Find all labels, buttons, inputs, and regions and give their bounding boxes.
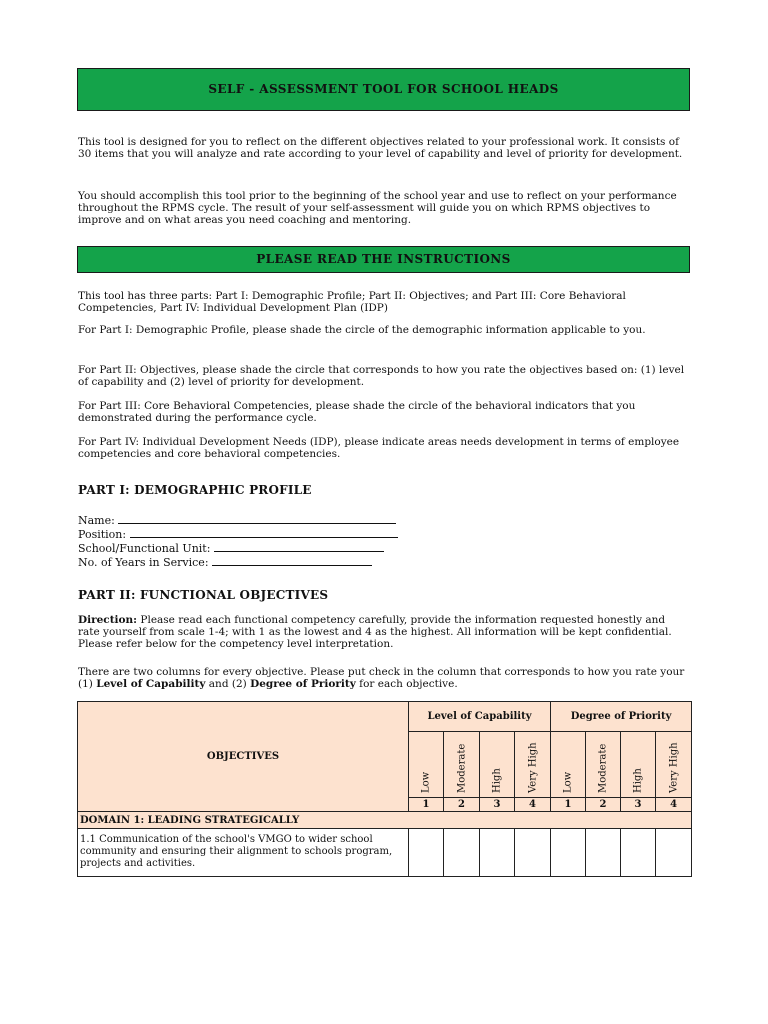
rating-cell-priority-3[interactable]	[621, 829, 656, 877]
school-unit-field[interactable]	[78, 541, 384, 555]
priority-moderate-header	[586, 732, 621, 798]
direction-paragraph	[78, 614, 690, 651]
years-service-field[interactable]	[78, 555, 372, 569]
scale-label: Very High	[668, 742, 680, 793]
objectives-header: OBJECTIVES	[78, 702, 409, 812]
scale-label: High	[632, 768, 644, 793]
capability-header: Level of Capability	[409, 702, 551, 732]
years-service-label: No. of Years in Service:	[78, 556, 209, 569]
instructions-paragraph-4: For Part III: Core Behavioral Competencies, please shade the circle of the behavioral indicators that you demonstrated during the performance cycle.	[78, 400, 636, 425]
scale-label: Very High	[527, 742, 539, 793]
intro-paragraph-2: You should accomplish this tool prior to the beginning of the school year and use to reflect on your performance throughout the RPMS cycle. The result of your self-assessment will guide you on which RPMS objectives to improve and on what areas you need coaching and mentoring.	[78, 190, 677, 227]
rating-cell-priority-4[interactable]	[656, 829, 692, 877]
rating-cell-capability-4[interactable]	[515, 829, 551, 877]
instructions-paragraph-1: This tool has three parts: Part I: Demographic Profile; Part II: Objectives; and Part III: Core Behavioral Competencies, Part IV: Individual Development Plan (IDP)	[78, 290, 626, 315]
scale-label: Moderate	[456, 743, 467, 793]
objectives-table	[77, 701, 692, 877]
name-line[interactable]	[118, 513, 396, 524]
columns-text-c: and (2)	[205, 678, 251, 691]
capability-high-header	[480, 732, 515, 798]
part2-heading: PART II: FUNCTIONAL OBJECTIVES	[78, 588, 329, 602]
direction-text: Please read each functional competency carefully, provide the information requested honestly and rate yourself from scale 1-4; with 1 as the lowest and 4 as the highest. All information will be kept confidential. Please refer below for the competency level interpretation.	[78, 614, 672, 651]
instructions-banner: PLEASE READ THE INSTRUCTIONS	[77, 246, 690, 273]
priority-low-header	[551, 732, 586, 798]
capability-low-header	[409, 732, 444, 798]
name-label: Name:	[78, 514, 115, 527]
columns-text-a: There are two columns for every objective. Please put check in the column that corresponds to how you rate your (1)	[78, 666, 685, 691]
scale-number: 3	[621, 798, 656, 812]
scale-number: 4	[515, 798, 551, 812]
scale-label: Low	[562, 771, 574, 793]
columns-text-priority: Degree of Priority	[250, 678, 356, 691]
instructions-paragraph-5: For Part IV: Individual Development Needs (IDP), please indicate areas needs development in terms of employee competencies and core behavioral competencies.	[78, 436, 680, 461]
instructions-paragraph-3: For Part II: Objectives, please shade the circle that corresponds to how you rate the objectives based on: (1) level of capability and (2) level of priority for development.	[78, 364, 685, 389]
position-label: Position:	[78, 528, 127, 541]
intro-paragraph-1: This tool is designed for you to reflect on the different objectives related to your professional work. It consists of 30 items that you will analyze and rate according to your level of capability and level of priority for development.	[78, 136, 683, 161]
priority-header: Degree of Priority	[551, 702, 692, 732]
columns-text-e: for each objective.	[355, 678, 458, 691]
scale-number: 1	[409, 798, 444, 812]
rating-cell-priority-1[interactable]	[551, 829, 586, 877]
objective-1-1: 1.1 Communication of the school's VMGO to wider school community and ensuring their alignment to schools program, projects and activities.	[78, 829, 409, 877]
title-banner: SELF - ASSESSMENT TOOL FOR SCHOOL HEADS	[77, 68, 690, 111]
scale-label: Moderate	[597, 743, 609, 793]
capability-moderate-header	[444, 732, 480, 798]
years-service-line[interactable]	[212, 555, 372, 566]
scale-number: 4	[656, 798, 692, 812]
school-unit-line[interactable]	[214, 541, 384, 552]
domain-1-row: DOMAIN 1: LEADING STRATEGICALLY	[78, 812, 692, 829]
scale-number: 2	[444, 798, 480, 812]
columns-paragraph	[78, 666, 690, 690]
columns-text-capability: Level of Capability	[96, 678, 206, 691]
position-line[interactable]	[130, 527, 398, 538]
rating-cell-capability-3[interactable]	[480, 829, 515, 877]
name-field[interactable]	[78, 513, 396, 527]
scale-label: Low	[420, 771, 432, 793]
part1-heading: PART I: DEMOGRAPHIC PROFILE	[78, 483, 312, 497]
rating-cell-capability-1[interactable]	[409, 829, 444, 877]
scale-number: 2	[586, 798, 621, 812]
priority-very-high-header	[656, 732, 692, 798]
capability-very-high-header	[515, 732, 551, 798]
rating-cell-priority-2[interactable]	[586, 829, 621, 877]
scale-number: 3	[480, 798, 515, 812]
school-unit-label: School/Functional Unit:	[78, 542, 211, 555]
scale-number: 1	[551, 798, 586, 812]
scale-label: High	[491, 768, 503, 793]
instructions-paragraph-2: For Part I: Demographic Profile, please shade the circle of the demographic information applicable to you.	[78, 324, 646, 336]
table-row	[78, 829, 692, 877]
priority-high-header	[621, 732, 656, 798]
rating-cell-capability-2[interactable]	[444, 829, 480, 877]
position-field[interactable]	[78, 527, 398, 541]
direction-label: Direction:	[78, 614, 138, 626]
